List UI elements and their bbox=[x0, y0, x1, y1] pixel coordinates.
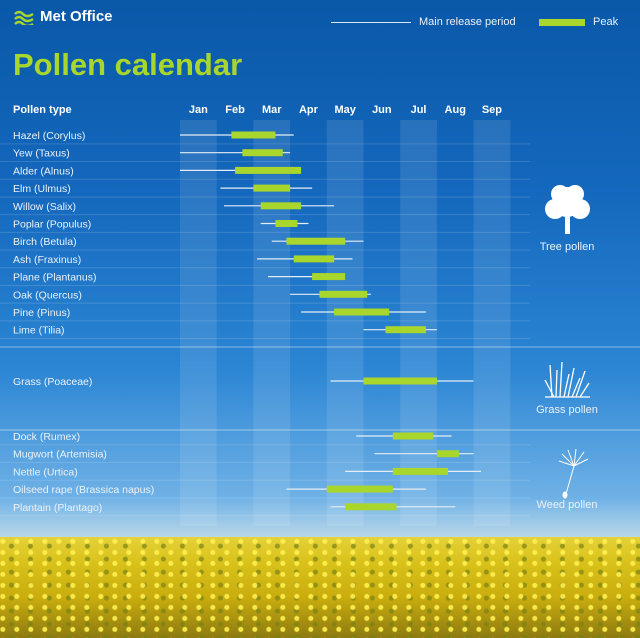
pollen-row-lime-tilia bbox=[13, 325, 437, 337]
peak-bar bbox=[393, 468, 448, 475]
pollen-row-plantain-plantago bbox=[13, 502, 455, 514]
month-band-jul bbox=[400, 120, 437, 526]
pollen-type-header: Pollen type bbox=[13, 104, 72, 116]
peak-bar bbox=[319, 291, 367, 298]
row-label: Plane (Plantanus) bbox=[13, 271, 97, 284]
peak-bar bbox=[345, 503, 396, 510]
legend-peak-label: Peak bbox=[593, 16, 619, 28]
peak-bar bbox=[275, 220, 297, 227]
peak-bar bbox=[334, 309, 389, 316]
month-label-jan: Jan bbox=[188, 104, 208, 116]
row-label: Hazel (Corylus) bbox=[13, 130, 86, 142]
dandelion-seed-icon bbox=[559, 449, 588, 498]
peak-bar bbox=[261, 202, 301, 209]
month-label-aug: Aug bbox=[444, 104, 466, 116]
month-band-jan bbox=[180, 120, 217, 526]
brand-name: Met Office bbox=[40, 8, 113, 25]
peak-bar bbox=[393, 433, 433, 440]
peak-bar bbox=[437, 450, 459, 457]
peak-bar bbox=[253, 185, 290, 192]
peak-bar bbox=[294, 255, 334, 262]
month-band-mar bbox=[253, 120, 290, 526]
peak-bar bbox=[242, 149, 282, 156]
row-label: Poplar (Populus) bbox=[13, 218, 92, 231]
month-label-jun: Jun bbox=[372, 104, 392, 116]
month-band-may bbox=[327, 120, 364, 526]
month-label-apr: Apr bbox=[298, 104, 318, 116]
group-label-2: Weed pollen bbox=[536, 499, 598, 511]
month-band-sep bbox=[474, 120, 511, 526]
month-label-mar: Mar bbox=[261, 104, 282, 116]
peak-bar bbox=[231, 132, 275, 139]
legend-release-label: Main release period bbox=[419, 16, 516, 28]
group-label-1: Grass pollen bbox=[536, 404, 598, 416]
row-label: Oilseed rape (Brassica napus) bbox=[13, 484, 155, 497]
tree-icon bbox=[545, 185, 590, 234]
pollen-row-yew-taxus bbox=[13, 148, 290, 160]
row-label: Nettle (Urtica) bbox=[13, 466, 78, 479]
row-label: Ash (Fraxinus) bbox=[13, 253, 82, 266]
pollen-row-dock-rumex bbox=[13, 431, 452, 443]
group-label-0: Tree pollen bbox=[539, 241, 595, 253]
grass-icon bbox=[545, 362, 590, 397]
peak-bar bbox=[286, 238, 345, 245]
row-label: Grass (Poaceae) bbox=[13, 376, 93, 388]
peak-bar bbox=[312, 273, 345, 280]
page-title: Pollen calendar bbox=[13, 47, 243, 82]
row-label: Willow (Salix) bbox=[13, 200, 76, 213]
peak-bar bbox=[235, 167, 301, 174]
peak-bar bbox=[327, 486, 393, 493]
row-label: Pine (Pinus) bbox=[13, 307, 71, 319]
row-label: Plantain (Plantago) bbox=[13, 501, 103, 514]
row-label: Lime (Tilia) bbox=[13, 324, 65, 337]
row-label: Elm (Ulmus) bbox=[13, 183, 71, 196]
pollen-row-hazel-corylus bbox=[13, 130, 294, 142]
month-label-jul: Jul bbox=[410, 104, 427, 116]
month-label-may: May bbox=[334, 104, 356, 116]
row-label: Dock (Rumex) bbox=[13, 431, 81, 443]
row-label: Oak (Quercus) bbox=[13, 289, 82, 302]
row-label: Mugwort (Artemisia) bbox=[13, 448, 107, 461]
row-label: Yew (Taxus) bbox=[13, 147, 70, 160]
pollen-row-pine-pinus bbox=[13, 307, 426, 319]
month-label-feb: Feb bbox=[225, 104, 245, 116]
peak-bar bbox=[386, 326, 426, 333]
peak-bar bbox=[364, 378, 437, 385]
pollen-row-oilseed-rape-brassica-napus bbox=[13, 484, 426, 496]
row-label: Birch (Betula) bbox=[13, 236, 77, 249]
row-label: Alder (Alnus) bbox=[13, 165, 74, 178]
pollen-row-plane-plantanus bbox=[13, 272, 345, 284]
month-label-sep: Sep bbox=[481, 104, 503, 116]
